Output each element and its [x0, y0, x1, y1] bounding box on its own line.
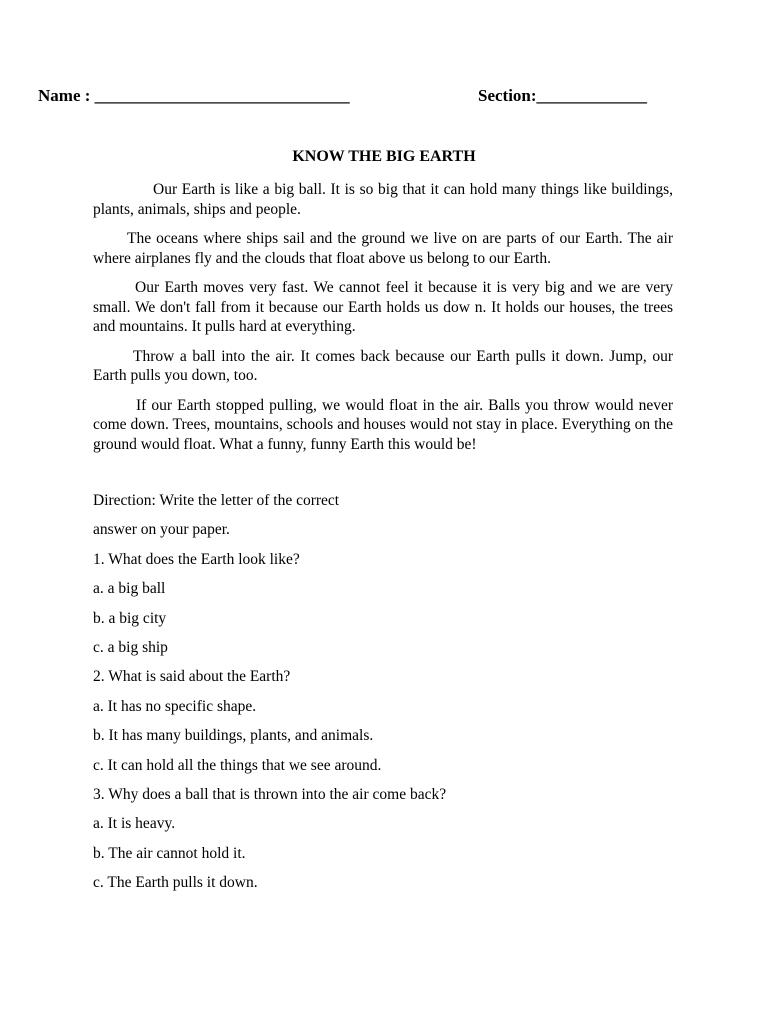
passage-paragraph: Throw a ball into the air. It comes back because our Earth pulls it down. Jump, our Earth pulls you down, too.	[93, 347, 673, 384]
passage-paragraph: If our Earth stopped pulling, we would float in the air. Balls you throw would never come down. Trees, mountains, schools and houses would not stay in place. Everything on the ground would float. What a funny, funny Earth this would be!	[93, 396, 673, 453]
direction-text: answer on your paper.	[93, 521, 230, 539]
passage-paragraph: Our Earth moves very fast. We cannot feel it because it is very big and we are very small. We don't fall from it because our Earth holds us dow n. It holds our houses, the trees and mountains. It pulls hard at everything.	[93, 279, 673, 335]
question-2: 2. What is said about the Earth?	[93, 668, 291, 686]
section-field-label: Section:_____________	[478, 86, 648, 105]
passage-paragraph: The oceans where ships sail and the ground we live on are parts of our Earth. The air where airplanes fly and the clouds that float above us belong to our Earth.	[93, 230, 673, 267]
question-2-option-c: c. It can hold all the things that we see around.	[93, 756, 382, 774]
question-1-option-c: c. a big ship	[93, 638, 168, 656]
questions-section	[93, 491, 673, 902]
question-1-option-a: a. a big ball	[93, 580, 166, 598]
question-2-option-a: a. It has no specific shape.	[93, 697, 257, 715]
worksheet-title: KNOW THE BIG EARTH	[292, 148, 476, 165]
name-field-label: Name : ______________________________	[38, 86, 350, 105]
passage-paragraph: Our Earth is like a big ball. It is so big that it can hold many things like buildings, plants, animals, ships and people.	[93, 181, 673, 218]
question-3-option-b: b. The air cannot hold it.	[93, 844, 246, 862]
reading-passage	[93, 180, 673, 464]
question-3-option-a: a. It is heavy.	[93, 815, 176, 833]
question-2-option-b: b. It has many buildings, plants, and animals.	[93, 727, 374, 745]
question-1-option-b: b. a big city	[93, 609, 167, 627]
question-3-option-c: c. The Earth pulls it down.	[93, 874, 258, 892]
question-3: 3. Why does a ball that is thrown into the air come back?	[93, 785, 447, 803]
direction-text: Direction: Write the letter of the correct	[93, 492, 340, 509]
question-1: 1. What does the Earth look like?	[93, 550, 300, 568]
